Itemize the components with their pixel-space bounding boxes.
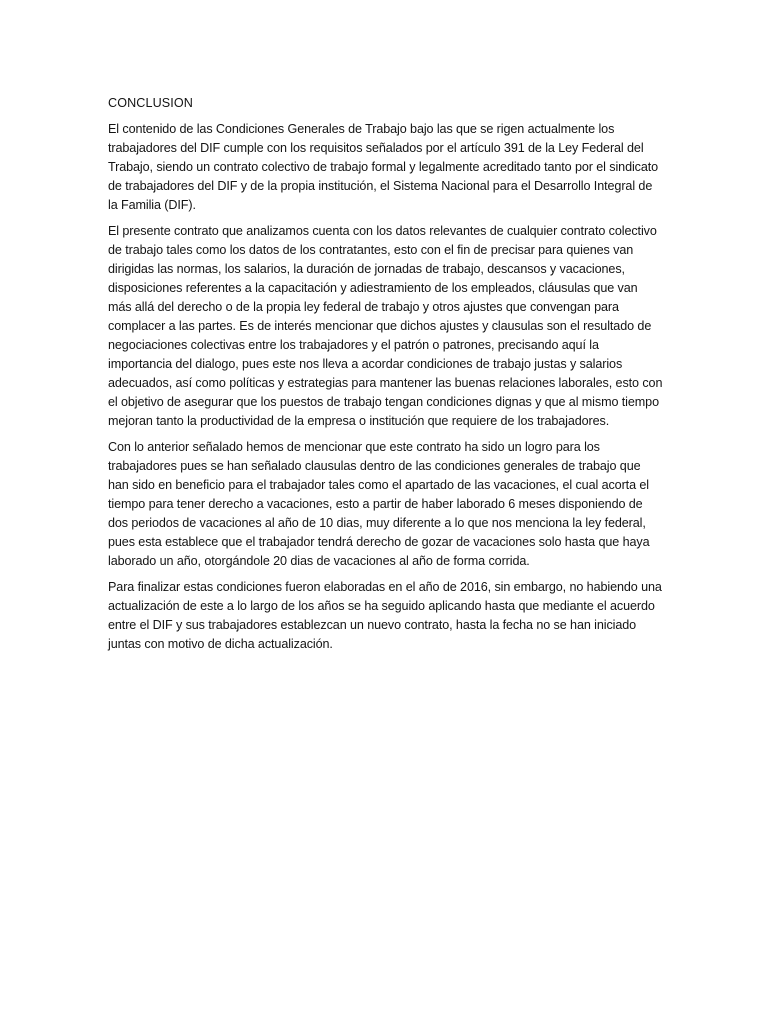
paragraph-2: El presente contrato que analizamos cuenta con los datos relevantes de cualquier contrato colectivo de trabajo tales como los datos de los contratantes, esto con el fin de precisar para quienes van dirigidas las normas, los salarios, la duración de jornadas de trabajo, descansos y vacaciones, disposiciones referentes a la capacitación y adiestramiento de los empleados, cláusulas que van más allá del derecho o de la propia ley federal de trabajo y otros ajustes que convengan para complacer a las partes. Es de interés mencionar que dichos ajustes y clausulas son el resultado de negociaciones colectivas entre los trabajadores y el patrón o patrones, precisando aquí la importancia del dialogo, pues este nos lleva a acordar condiciones de trabajo justas y salarios adecuados, así como políticas y estrategias para mantener las buenas relaciones laborales, esto con el objetivo de asegurar que los puestos de trabajo tengan condiciones dignas y que al mismo tiempo mejoran tanto la productividad de la empresa o institución que requiere de los trabajadores. [108,224,663,428]
document-body [108,94,664,661]
paragraph-4: Para finalizar estas condiciones fueron elaboradas en el año de 2016, sin embargo, no habiendo una actualización de este a lo largo de los años se ha seguido aplicando hasta que mediante el acuerdo entre el DIF y sus trabajadores establezcan un nuevo contrato, hasta la fecha no se han iniciado juntas con motivo de dicha actualización. [108,580,662,651]
document-heading: CONCLUSION [108,96,193,110]
paragraph-1: El contenido de las Condiciones Generales de Trabajo bajo las que se rigen actualmente los trabajadores del DIF cumple con los requisitos señalados por el artículo 391 de la Ley Federal del Trabajo, siendo un contrato colectivo de trabajo formal y legalmente acreditado tanto por el sindicato de trabajadores del DIF y de la propia institución, el Sistema Nacional para el Desarrollo Integral de la Familia (DIF). [108,122,659,212]
paragraph-3: Con lo anterior señalado hemos de mencionar que este contrato ha sido un logro para los trabajadores pues se han señalado clausulas dentro de las condiciones generales de trabajo que han sido en beneficio para el trabajador tales como el apartado de las vacaciones, el cual acorta el tiempo para tener derecho a vacaciones, esto a partir de haber laborado 6 meses disponiendo de dos periodos de vacaciones al año de 10 dias, muy diferente a lo que nos menciona la ley federal, pues esta establece que el trabajador tendrá derecho de gozar de vacaciones solo hasta que haya laborado un año, otorgándole 20 dias de vacaciones al año de forma corrida. [108,440,650,568]
